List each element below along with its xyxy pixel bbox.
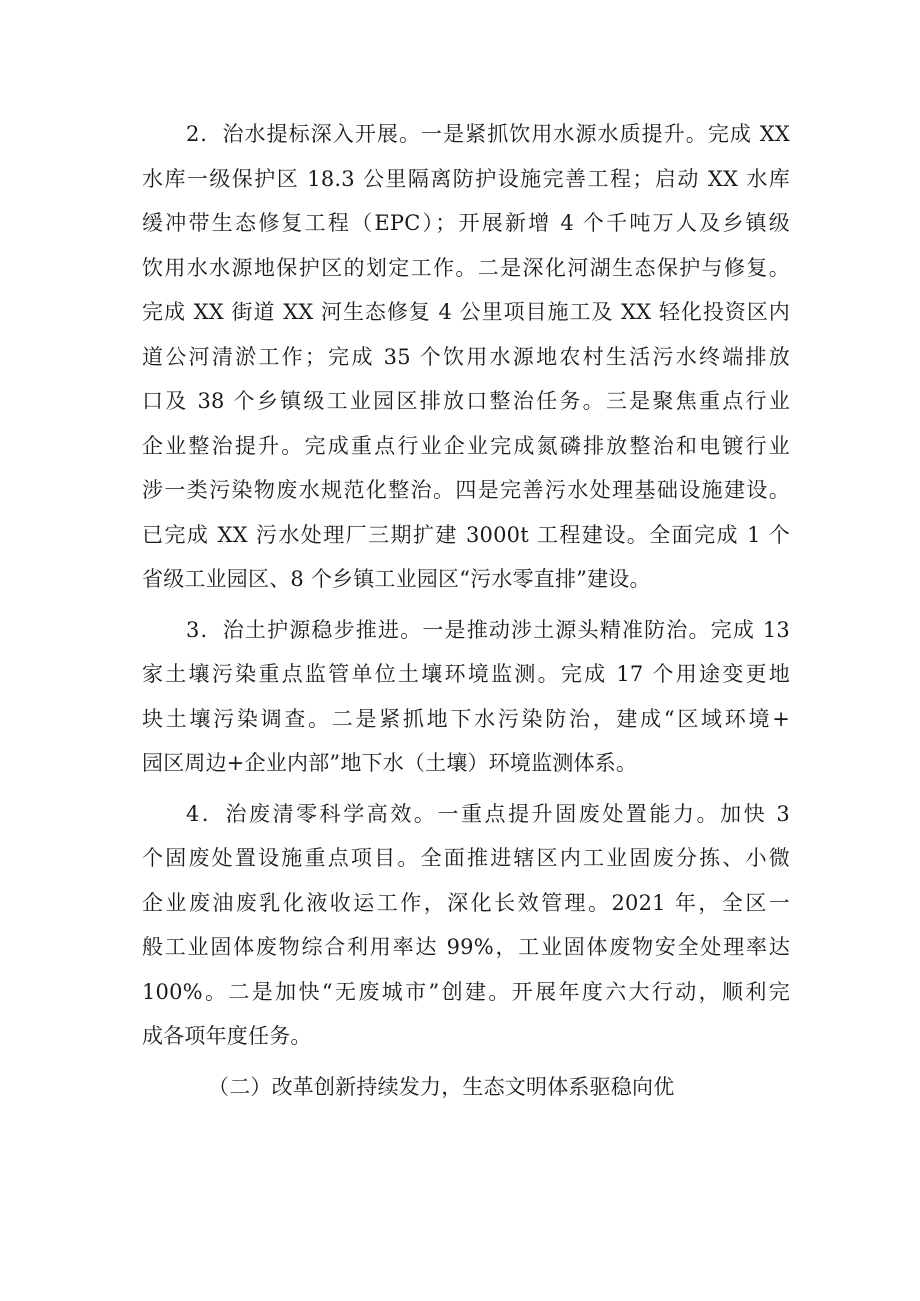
text-line: 水库一级保护区 18.3 公里隔离防护设施完善工程；启动 XX 水库 — [142, 166, 790, 191]
text-line: 100%。二是加快“无废城市”创建。开展年度六大行动，顺利完 — [142, 979, 790, 1004]
text-line: 块土壤污染调查。二是紧抓地下水污染防治，建成“区域环境+ — [142, 706, 790, 731]
text-line: 3．治土护源稳步推进。一是推动涉土源头精准防治。完成 13 — [186, 617, 790, 642]
document-body — [142, 112, 790, 1109]
text-line: 园区周边+企业内部”地下水（土壤）环境监测体系。 — [142, 751, 638, 775]
text-line: 企业整治提升。完成重点行业企业完成氮磷排放整治和电镀行业 — [142, 433, 790, 458]
text-line: 道公河清淤工作；完成 35 个饮用水源地农村生活污水终端排放 — [142, 344, 790, 369]
text-line: 成各项年度任务。 — [142, 1024, 312, 1048]
text-line: 2．治水提标深入开展。一是紧抓饮用水源水质提升。完成 XX — [186, 122, 790, 146]
text-line: 口及 38 个乡镇级工业园区排放口整治任务。三是聚焦重点行业 — [142, 389, 790, 413]
text-line: 个固废处置设施重点项目。全面推进辖区内工业固废分拣、小微 — [142, 846, 790, 870]
text-line: 省级工业园区、8 个乡镇工业园区“污水零直排”建设。 — [142, 567, 651, 591]
text-line: 已完成 XX 污水处理厂三期扩建 3000t 工程建设。全面完成 1 个 — [142, 522, 790, 547]
paragraph-waste-treatment — [142, 792, 790, 1059]
text-line: 饮用水水源地保护区的划定工作。二是深化河湖生态保护与修复。 — [142, 255, 790, 280]
text-line: 缓冲带生态修复工程（EPC）；开展新增 4 个千吨万人及乡镇级 — [142, 211, 790, 235]
text-line: 般工业固体废物综合利用率达 99%，工业固体废物安全处理率达 — [142, 935, 790, 959]
paragraph-water-treatment — [142, 112, 790, 602]
section-heading: （二）改革创新持续发力，生态文明体系驱稳向优 — [208, 1074, 675, 1099]
text-line: 4．治废清零科学高效。一重点提升固废处置能力。加快 3 — [186, 801, 790, 826]
text-line: 企业废油废乳化液收运工作，深化长效管理。2021 年，全区一 — [142, 890, 790, 915]
text-line: 家土壤污染重点监管单位土壤环境监测。完成 17 个用途变更地 — [142, 662, 790, 686]
text-line: 涉一类污染物废水规范化整治。四是完善污水处理基础设施建设。 — [142, 478, 790, 502]
text-line: 完成 XX 街道 XX 河生态修复 4 公里项目施工及 XX 轻化投资区内 — [142, 300, 790, 324]
paragraph-soil-protection — [142, 608, 790, 786]
